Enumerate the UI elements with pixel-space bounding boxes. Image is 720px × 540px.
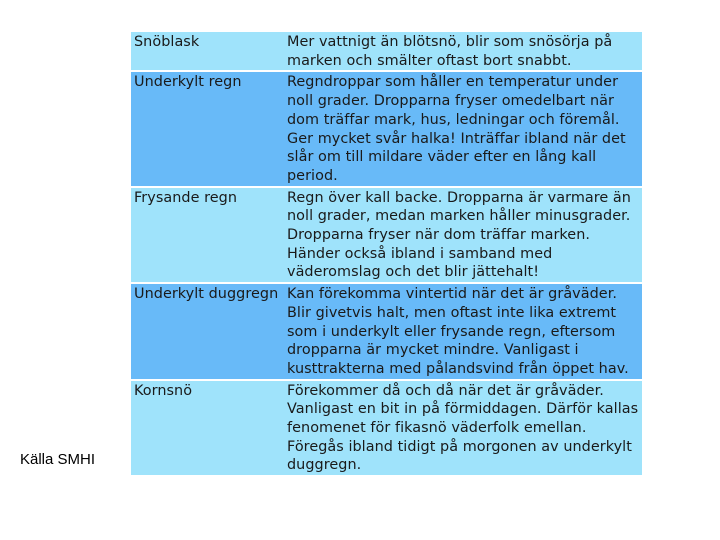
description-cell: Regndroppar som håller en temperatur under noll grader. Dropparna fryser omedelbart när dom träffar mark, hus, ledningar och föremål. Ger mycket svår halka! Inträffar ibland när det slår om till mildare väder efter en lång kall period. (284, 71, 642, 186)
source-label: Källa SMHI (20, 451, 96, 468)
table-row (131, 71, 642, 186)
table-row (131, 187, 642, 284)
term-cell: Underkylt regn (131, 71, 284, 186)
term-cell: Frysande regn (131, 187, 284, 284)
term-cell: Underkylt duggregn (131, 283, 284, 380)
table-row (131, 380, 642, 476)
weather-terms-table (131, 32, 642, 507)
table-row (131, 283, 642, 380)
description-cell: Förekommer då och då när det är gråväder. Vanligast en bit in på förmiddagen. Därför kallas fenomenet för fikasnö väderfolk emellan. Föregås ibland tidigt på morgonen av underkylt duggregn. (284, 380, 642, 476)
description-cell: Mer vattnigt än blötsnö, blir som snösörja på marken och smälter oftast bort snabbt. (284, 32, 642, 71)
description-cell: Kan förekomma vintertid när det är gråväder. Blir givetvis halt, men oftast inte lika extremt som i underkylt eller frysande regn, eftersom dropparna är mycket mindre. Vanligast i kusttrakterna med pålandsvind från öppet hav. (284, 283, 642, 380)
term-cell: Snöblask (131, 32, 284, 71)
table-row (131, 32, 642, 71)
description-cell: Regn över kall backe. Dropparna är varmare än noll grader, medan marken håller minusgrader. Dropparna fryser när dom träffar marken. Händer också ibland i samband med väderomslag och det blir jättehalt! (284, 187, 642, 284)
term-cell: Kornsnö (131, 380, 284, 476)
